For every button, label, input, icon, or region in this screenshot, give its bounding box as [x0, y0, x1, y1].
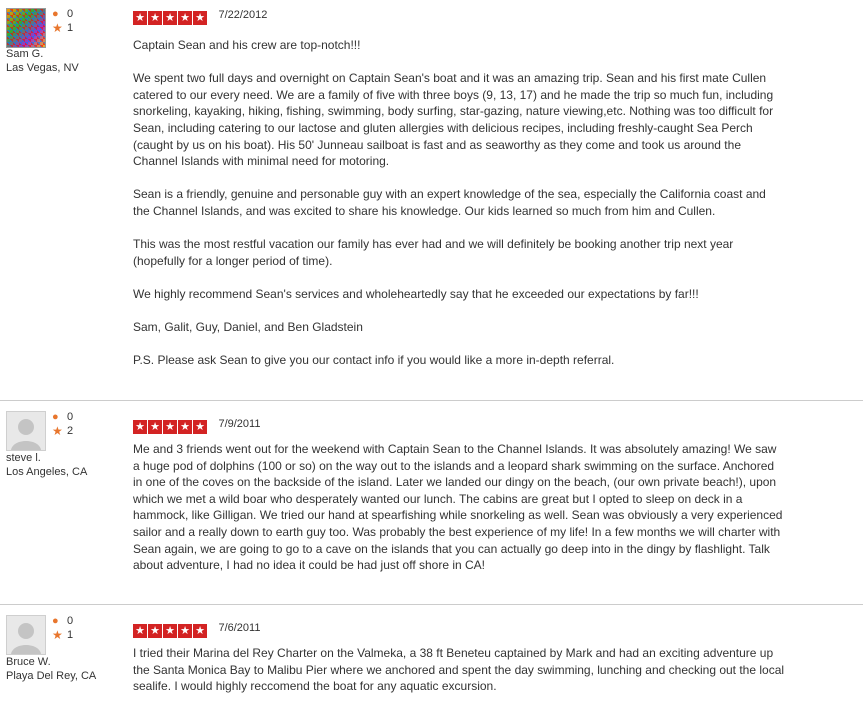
rating-row: [133, 8, 267, 24]
rating-star-icon: ★: [178, 11, 192, 25]
review-paragraph: We highly recommend Sean's services and wholeheartedly say that he exceeded our expectations by far!!!: [133, 286, 699, 301]
review-paragraph: Me and 3 friends went out for the weekend with Captain Sean to the Channel Islands. It was absolutely amazing! We saw a huge pod of dolphins (100 or so) on the way out to the islands and a leopard shark swimming on the surface. Anchored in one of the coves on the backside of the island. Later we landed our dingy on the beach, (our own private beach!), upon which we met a wild boar who desperately wanted our lunch. The cabins are great but I opted to sleep on deck in a hammock, like Gilligan. We tried our hand at spearfishing while snorkeling as well. Sean was obviously a very experienced sailor and a really down to earth guy too. Was probably the best experience of my life! In a few months we will charter with Sean again, we are going to go to a cave on the islands that you can actually go deep into in the dingy by flashlight. Talk about adventure, I had no idea it could be had just off shore in CA!: [133, 442, 783, 573]
review-paragraph: This was the most restful vacation our family has ever had and we will definitely be booking another trip next year (hopefully for a longer period of time).: [133, 237, 734, 268]
reviews-count: 2: [67, 425, 74, 437]
user-name[interactable]: Bruce W.: [6, 656, 51, 668]
rating-star-icon: ★: [133, 420, 147, 434]
user-location: Playa Del Rey, CA: [6, 670, 97, 682]
rating-star-icon: ★: [163, 420, 177, 434]
review-item: [0, 604, 863, 724]
review-paragraph: Sean is a friendly, genuine and personable guy with an expert knowledge of the sea, especially the California coast and the Channel Islands, and was excited to share his knowledge. Our kids learned so much from him and Cullen.: [133, 187, 766, 218]
rating-row: [133, 621, 260, 637]
rating-star-icon: ★: [133, 11, 147, 25]
star-icon: ★: [52, 21, 63, 35]
reviews-count: 1: [67, 629, 74, 641]
rating-star-icon: ★: [148, 624, 162, 638]
review-text: [133, 441, 785, 574]
rating-stars: [133, 621, 208, 636]
rating-star-icon: ★: [178, 624, 192, 638]
friends-icon: ●: [52, 615, 59, 627]
friends-icon: ●: [52, 8, 59, 20]
review-paragraph: Captain Sean and his crew are top-notch!!!: [133, 38, 361, 52]
friends-count: 0: [67, 8, 74, 20]
review-date: 7/22/2012: [218, 9, 268, 21]
friends-count: 0: [67, 615, 74, 627]
rating-star-icon: ★: [193, 420, 207, 434]
review-paragraph: Sam, Galit, Guy, Daniel, and Ben Gladstein: [133, 320, 363, 335]
star-icon: ★: [52, 424, 63, 438]
avatar[interactable]: [6, 615, 46, 655]
rating-star-icon: ★: [193, 624, 207, 638]
review-text: [133, 37, 785, 369]
rating-star-icon: ★: [178, 420, 192, 434]
review-item: [0, 400, 863, 599]
rating-stars: [133, 8, 208, 23]
rating-star-icon: ★: [148, 11, 162, 25]
rating-stars: [133, 417, 208, 432]
review-text: [133, 645, 785, 695]
user-location: Las Vegas, NV: [6, 62, 79, 74]
default-avatar-icon: [7, 616, 45, 654]
friends-icon: ●: [52, 411, 59, 423]
rating-star-icon: ★: [148, 420, 162, 434]
review-paragraph: P.S. Please ask Sean to give you our contact info if you would like a more in-depth referral.: [133, 353, 615, 368]
avatar[interactable]: [6, 411, 46, 451]
rating-star-icon: ★: [133, 624, 147, 638]
review-paragraph: We spent two full days and overnight on Captain Sean's boat and it was an amazing trip. Sean and his first mate Cullen catered to our every need. We are a family of five with three boys (9, 13, 17) and he made the trip so much fun, including snorkeling, kayaking, hiking, fishing, swimming, body surfing, star-gazing, nature viewing,etc. Nothing was too difficult for Sean, including catering to our lactose and gluten allergies with delicious recipes, including freshly-caught Sea Perch (caught by us on his boat). His 50' Junneau sailboat is fast and as seaworthy as they come and took us around the Channel Islands with minimal need for motoring.: [133, 71, 774, 169]
user-name[interactable]: Sam G.: [6, 48, 44, 60]
review-paragraph: I tried their Marina del Rey Charter on the Valmeka, a 38 ft Beneteu captained by Mark and had an exciting adventure up the Santa Monica Bay to Malibu Pier where we anchored and spent the day swimming, lunching and checking out the local sealife. I would highly reccomend the boat for any aquatic excursion.: [133, 646, 785, 694]
review-date: 7/6/2011: [218, 622, 261, 634]
user-name[interactable]: steve l.: [6, 452, 41, 464]
friends-count: 0: [67, 411, 74, 423]
rating-star-icon: ★: [163, 624, 177, 638]
reviews-count: 1: [67, 22, 74, 34]
rating-star-icon: ★: [163, 11, 177, 25]
rating-row: [133, 417, 260, 433]
rating-star-icon: ★: [193, 11, 207, 25]
review-item: [0, 8, 863, 393]
avatar[interactable]: [6, 8, 46, 48]
user-location: Los Angeles, CA: [6, 466, 88, 478]
star-icon: ★: [52, 628, 63, 642]
default-avatar-icon: [7, 412, 45, 450]
review-date: 7/9/2011: [218, 418, 261, 430]
